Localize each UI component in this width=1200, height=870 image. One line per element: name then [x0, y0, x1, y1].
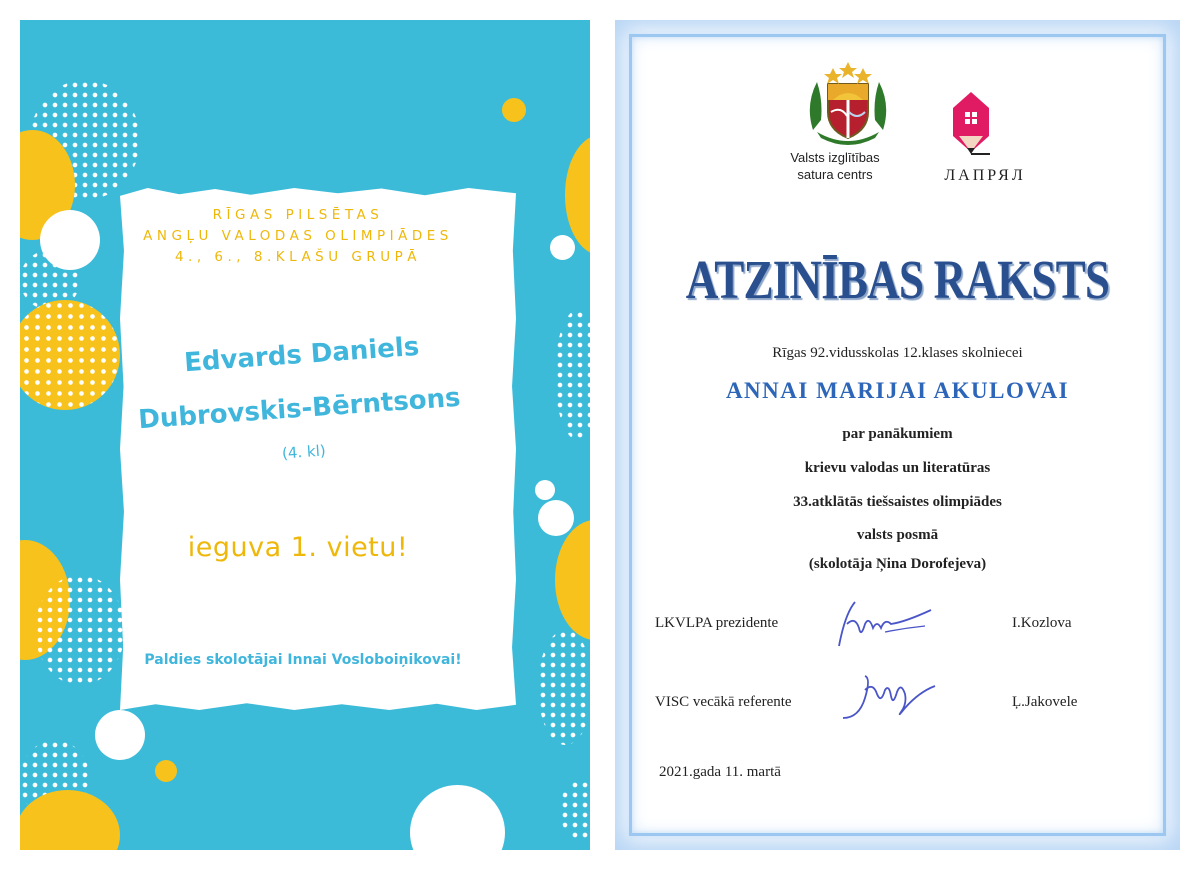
signature-jakovele-icon: [835, 668, 945, 728]
winner-first-name: Edvards Daniels: [183, 331, 421, 379]
result-text: ieguva 1. vietu!: [187, 532, 409, 563]
signatory-name-2: Ļ.Jakovele: [1012, 694, 1078, 710]
decorative-circle: [538, 500, 574, 536]
winner-grade: (4. kl): [281, 441, 327, 463]
visc-line: satura centrs: [797, 167, 873, 182]
latvia-coat-of-arms-icon: [803, 60, 893, 148]
heading-line: ANGĻU VALODAS OLIMPIĀDES: [143, 228, 453, 244]
decorative-dots: [35, 575, 125, 685]
decorative-circle: [20, 790, 120, 850]
decorative-circle: [555, 520, 590, 640]
winner-last-name: Dubrovskis-Bērntsons: [137, 382, 462, 436]
russian-olympiad-certificate: [615, 20, 1180, 850]
achievement-line: par panākumiem: [842, 426, 953, 442]
visc-logo-text: [765, 149, 905, 183]
school-line: Rīgas 92.vidusskolas 12.klases skolniecei: [772, 345, 1023, 361]
olympiad-line: 33.atklātās tiešsaistes olimpiādes: [793, 494, 1002, 510]
decorative-circle: [535, 480, 555, 500]
signature-kozlova-icon: [825, 594, 945, 654]
decorative-circle: [20, 300, 120, 410]
lapral-pencil-house-icon: [951, 90, 991, 162]
certificate-date: 2021.gada 11. martā: [659, 764, 781, 780]
english-olympiad-certificate: [20, 20, 590, 850]
subject-line: krievu valodas un literatūras: [804, 460, 991, 476]
signatory-role-1: LKVLPA prezidente: [655, 615, 779, 631]
decorative-circle: [410, 785, 505, 850]
decorative-dots: [538, 630, 590, 745]
decorative-dots: [555, 310, 590, 440]
recipient-name: ANNAI MARIJAI AKULOVAI: [725, 378, 1070, 403]
heading-line: 4., 6., 8.KLAŠU GRUPĀ: [174, 249, 422, 265]
teacher-thanks: Paldies skolotājai Innai Vosloboiņikovai!: [144, 652, 462, 668]
decorative-circle: [502, 98, 526, 122]
competition-heading: [120, 205, 476, 268]
signatory-name-1: I.Kozlova: [1012, 615, 1072, 631]
decorative-circle: [550, 235, 575, 260]
lapral-logo-text: ЛАПРЯЛ: [944, 167, 1026, 184]
decorative-dots: [560, 780, 590, 840]
certificate-title: ATZINĪBAS RAKSTS: [685, 249, 1110, 310]
teacher-line: (skolotāja Ņina Dorofejeva): [808, 556, 987, 572]
signatory-role-2: VISC vecākā referente: [655, 694, 792, 710]
heading-line: RĪGAS PILSĒTAS: [212, 207, 384, 223]
stage-line: valsts posmā: [856, 527, 939, 543]
decorative-circle: [95, 710, 145, 760]
visc-line: Valsts izglītības: [790, 150, 880, 165]
decorative-circle: [155, 760, 177, 782]
